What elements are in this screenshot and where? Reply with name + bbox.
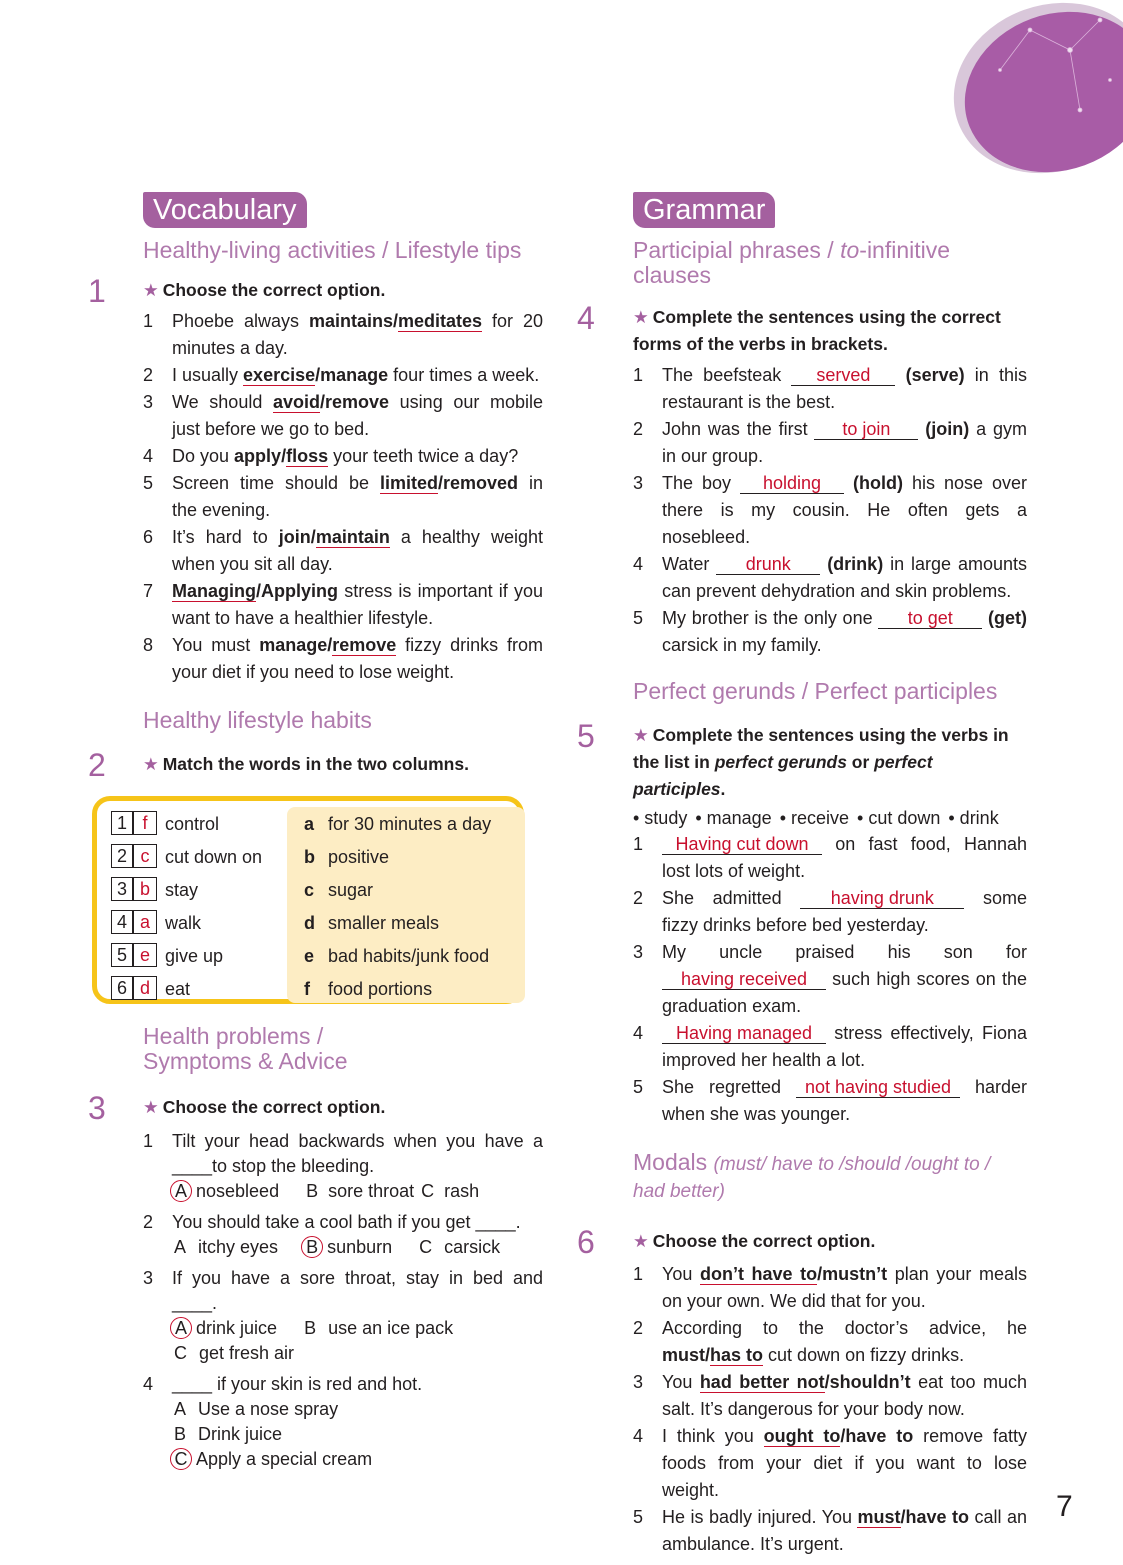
list-item: 2 John was the first to join (join) a gym in our group.: [633, 419, 1027, 466]
exercise-5: [577, 718, 1027, 1128]
option-a[interactable]: apply: [234, 446, 282, 466]
option-a[interactable]: had better not: [699, 1372, 825, 1392]
subheading-health-problems: Health problems / Symptoms & Advice: [143, 1023, 348, 1074]
list-item: 2 According to the doctor’s advice, he must/has to cut down on fizzy drinks.: [633, 1318, 1027, 1365]
list-item: 5 Screen time should be limited/removed in the evening.: [143, 473, 544, 520]
list-item: 4 I think you ought to/have to remove fatty foods from your diet if you want to lose weight.: [633, 1426, 1027, 1500]
match-answer-box[interactable]: d: [133, 976, 157, 1000]
match-left-item: stay: [165, 880, 199, 900]
option-a[interactable]: must: [857, 1507, 901, 1527]
exercise-instruction: ★ Match the words in the two columns.: [143, 754, 469, 774]
match-right-item: positive: [328, 847, 390, 867]
option-b[interactable]: Applying: [261, 581, 339, 601]
vocabulary-banner: Vocabulary: [143, 192, 307, 228]
match-number: 1: [111, 811, 133, 835]
exercise-6-items: [633, 1261, 1027, 1558]
star-icon: ★: [143, 1097, 159, 1117]
match-right-item: bad habits/junk food: [328, 946, 490, 966]
exercise-2: [88, 747, 543, 1004]
match-left-item: give up: [165, 946, 224, 966]
list-item: 5 He is badly injured. You must/have to call an ambulance. It’s urgent.: [633, 1507, 1027, 1554]
exercise-6: [577, 1224, 1027, 1558]
match-row: [111, 877, 511, 903]
match-left-item: eat: [165, 979, 191, 999]
match-right-item: sugar: [328, 880, 374, 900]
option-a[interactable]: Managing: [172, 581, 256, 601]
exercise-number: 2: [88, 747, 106, 783]
list-item: 3 My uncle praised his son for having received such high scores on the graduation exam.: [633, 942, 1027, 1016]
page-number: 7: [1056, 1490, 1073, 1523]
corner-decoration: [940, 0, 1123, 180]
match-left-item: control: [165, 814, 220, 834]
list-item: 7 Managing/Applying stress is important if you want to have a healthier lifestyle.: [143, 581, 543, 628]
answer-blank[interactable]: Having managed: [662, 1023, 826, 1044]
match-row: [111, 976, 511, 1002]
word-list-item: • manage: [695, 808, 772, 828]
exercise-1: [88, 273, 544, 686]
question-4: 4 ____ if your skin is red and hot. A Use a nose spray B Drink juice C Apply a special cream: [143, 1372, 543, 1472]
match-answer-box[interactable]: f: [133, 811, 157, 835]
match-number: 3: [111, 877, 133, 901]
match-row: [111, 910, 511, 936]
answer-blank[interactable]: holding: [740, 473, 844, 494]
match-letter: f: [304, 979, 310, 999]
list-item: 1 Phoebe always maintains/meditates for 20 minutes a day.: [143, 311, 543, 358]
match-answer-box[interactable]: b: [133, 877, 157, 901]
match-letter: a: [304, 814, 315, 834]
exercise-1-items: [143, 308, 543, 686]
match-answer-box[interactable]: c: [133, 844, 157, 868]
subheading-participial: Participial phrases / to-infinitive clauses: [633, 237, 951, 288]
answer-blank[interactable]: having drunk: [800, 888, 964, 909]
subheading-modals: Modals (must/ have to /should /ought to / had better): [633, 1149, 991, 1202]
option-b[interactable]: shouldn’t: [829, 1372, 911, 1392]
match-answer-box[interactable]: e: [133, 943, 157, 967]
list-item: 4 Water drunk (drink) in large amounts can prevent dehydration and skin problems.: [633, 554, 1028, 601]
exercise-number: 3: [88, 1090, 106, 1126]
exercise-4-items: [633, 362, 1027, 659]
option-b[interactable]: removed: [442, 473, 519, 493]
word-list-item: • study: [633, 808, 688, 828]
selected-circle-icon[interactable]: C: [170, 1448, 192, 1470]
option-b[interactable]: remove: [325, 392, 390, 412]
grammar-banner: Grammar: [633, 192, 775, 228]
option-a[interactable]: limited: [379, 473, 438, 493]
list-item: 3 The boy holding (hold) his nose over there is my cousin. He often gets a nosebleed.: [633, 473, 1027, 547]
match-letter: c: [304, 880, 315, 900]
selected-circle-icon[interactable]: A: [170, 1317, 192, 1339]
option-b[interactable]: has to: [710, 1345, 764, 1365]
vocabulary-column: [88, 192, 543, 1472]
match-number: 6: [111, 976, 133, 1000]
exercise-3: [88, 1090, 543, 1472]
list-item: 5 She regretted not having studied harder when she was younger.: [633, 1077, 1027, 1124]
answer-blank[interactable]: not having studied: [796, 1077, 960, 1098]
option-b[interactable]: maintain: [315, 527, 390, 547]
matching-box: [92, 796, 524, 1004]
match-right-item: smaller meals: [328, 913, 440, 933]
options: A drink juice B use an ice pack C get fresh air: [172, 1316, 543, 1366]
subheading-lifestyle-tips: Healthy-living activities / Lifestyle tips: [143, 237, 522, 263]
selected-circle-icon[interactable]: A: [170, 1180, 192, 1202]
match-number: 2: [111, 844, 133, 868]
word-list-item: • receive: [779, 808, 850, 828]
list-item: 6 It’s hard to join/maintain a healthy weight when you sit all day.: [143, 527, 543, 574]
selected-circle-icon[interactable]: B: [301, 1236, 323, 1258]
exercise-4: [577, 300, 1028, 659]
subheading-habits: Healthy lifestyle habits: [143, 707, 372, 733]
option-a[interactable]: avoid: [272, 392, 320, 412]
match-answer-box[interactable]: a: [133, 910, 157, 934]
subheading-perfect: Perfect gerunds / Perfect participles: [633, 678, 998, 704]
option-a[interactable]: maintains: [308, 311, 394, 331]
list-item: 4 Having managed stress effectively, Fiona improved her health a lot.: [633, 1023, 1027, 1070]
answer-blank[interactable]: having received: [662, 969, 826, 990]
exercise-number: 6: [577, 1224, 595, 1260]
list-item: 4 Do you apply/floss your teeth twice a day?: [143, 446, 519, 466]
option-a[interactable]: manage: [259, 635, 328, 655]
answer-blank[interactable]: drunk: [716, 554, 820, 575]
question-1: 1 Tilt your head backwards when you have a ____to stop the bleeding. A nosebleed B sore throat C rash: [143, 1129, 543, 1204]
exercise-instruction: ★ Complete the sentences using the verbs in the list in perfect gerunds or perfect participles.: [633, 725, 1009, 799]
match-left-item: walk: [165, 913, 202, 933]
word-list-item: • drink: [948, 808, 999, 828]
option-a[interactable]: exercise: [243, 365, 316, 385]
list-item: 2 She admitted having drunk some fizzy drinks before bed yesterday.: [633, 888, 1027, 935]
exercise-instruction: ★ Choose the correct option.: [143, 280, 386, 300]
option-b[interactable]: manage: [320, 365, 389, 385]
match-right-item: for 30 minutes a day: [328, 814, 492, 834]
options: A nosebleed B sore throat C rash: [172, 1179, 543, 1204]
match-letter: b: [304, 847, 315, 867]
list-item: 8 You must manage/remove fizzy drinks from your diet if you need to lose weight.: [143, 635, 543, 682]
answer-blank[interactable]: Having cut down: [662, 834, 822, 855]
list-item: 3 We should avoid/remove using our mobile just before we go to bed.: [143, 392, 543, 439]
option-b[interactable]: have to: [905, 1507, 970, 1527]
option-a[interactable]: must: [662, 1345, 706, 1365]
options: A Use a nose spray B Drink juice C Apply a special cream: [172, 1397, 543, 1472]
match-letter: d: [304, 913, 315, 933]
match-letter: e: [304, 946, 315, 966]
match-right-item: food portions: [328, 979, 433, 999]
exercise-instruction: ★ Complete the sentences using the correct forms of the verbs in brackets.: [633, 307, 1001, 354]
option-a[interactable]: ought to: [763, 1426, 841, 1446]
star-icon: ★: [143, 280, 159, 300]
exercise-3-items: [143, 1129, 543, 1472]
word-list-item: • cut down: [857, 808, 941, 828]
list-item: 2 I usually exercise/manage four times a week.: [143, 365, 540, 385]
exercise-number: 1: [88, 273, 106, 309]
option-a[interactable]: join: [278, 527, 311, 547]
match-row: [111, 844, 511, 870]
star-icon: ★: [633, 725, 649, 745]
star-icon: ★: [143, 754, 159, 774]
exercise-5-items: [633, 831, 1027, 1128]
option-b[interactable]: floss: [286, 446, 329, 466]
list-item: 1 Having cut down on fast food, Hannah lost lots of weight.: [633, 834, 1027, 881]
list-item: 3 You had better not/shouldn’t eat too much salt. It’s dangerous for your body now.: [633, 1372, 1027, 1419]
option-b[interactable]: have to: [845, 1426, 914, 1446]
option-b[interactable]: mustn’t: [822, 1264, 888, 1284]
grammar-column: [577, 192, 1027, 1558]
answer-blank[interactable]: to join: [814, 419, 918, 440]
match-row: [111, 811, 511, 837]
list-item: 1 The beefsteak served (serve) in this restaurant is the best.: [633, 365, 1027, 412]
exercise-instruction: ★ Choose the correct option.: [143, 1097, 386, 1117]
options: A itchy eyes B sunburn C carsick: [174, 1237, 501, 1257]
match-row: [111, 943, 511, 969]
star-icon: ★: [633, 307, 649, 327]
exercise-instruction: ★ Choose the correct option.: [633, 1231, 876, 1251]
answer-blank[interactable]: to get: [878, 608, 982, 629]
match-number: 4: [111, 910, 133, 934]
star-icon: ★: [633, 1231, 649, 1251]
question-2: 2 You should take a cool bath if you get ____. A itchy eyes B sunburn C carsick: [143, 1210, 543, 1260]
question-3: 3 If you have a sore throat, stay in bed and ____. A drink juice B use an ice pack C get fresh air: [143, 1266, 543, 1366]
option-b[interactable]: meditates: [398, 311, 483, 331]
answer-blank[interactable]: served: [791, 365, 895, 386]
list-item: 5 My brother is the only one to get (get) carsick in my family.: [633, 608, 1027, 655]
exercise-number: 4: [577, 300, 595, 336]
exercise-number: 5: [577, 718, 595, 754]
option-a[interactable]: don’t have to: [699, 1264, 818, 1284]
list-item: 1 You don’t have to/mustn’t plan your meals on your own. We did that for you.: [633, 1264, 1027, 1311]
match-number: 5: [111, 943, 133, 967]
match-left-item: cut down on: [165, 847, 263, 867]
option-b[interactable]: remove: [332, 635, 397, 655]
word-list: [633, 805, 1027, 831]
